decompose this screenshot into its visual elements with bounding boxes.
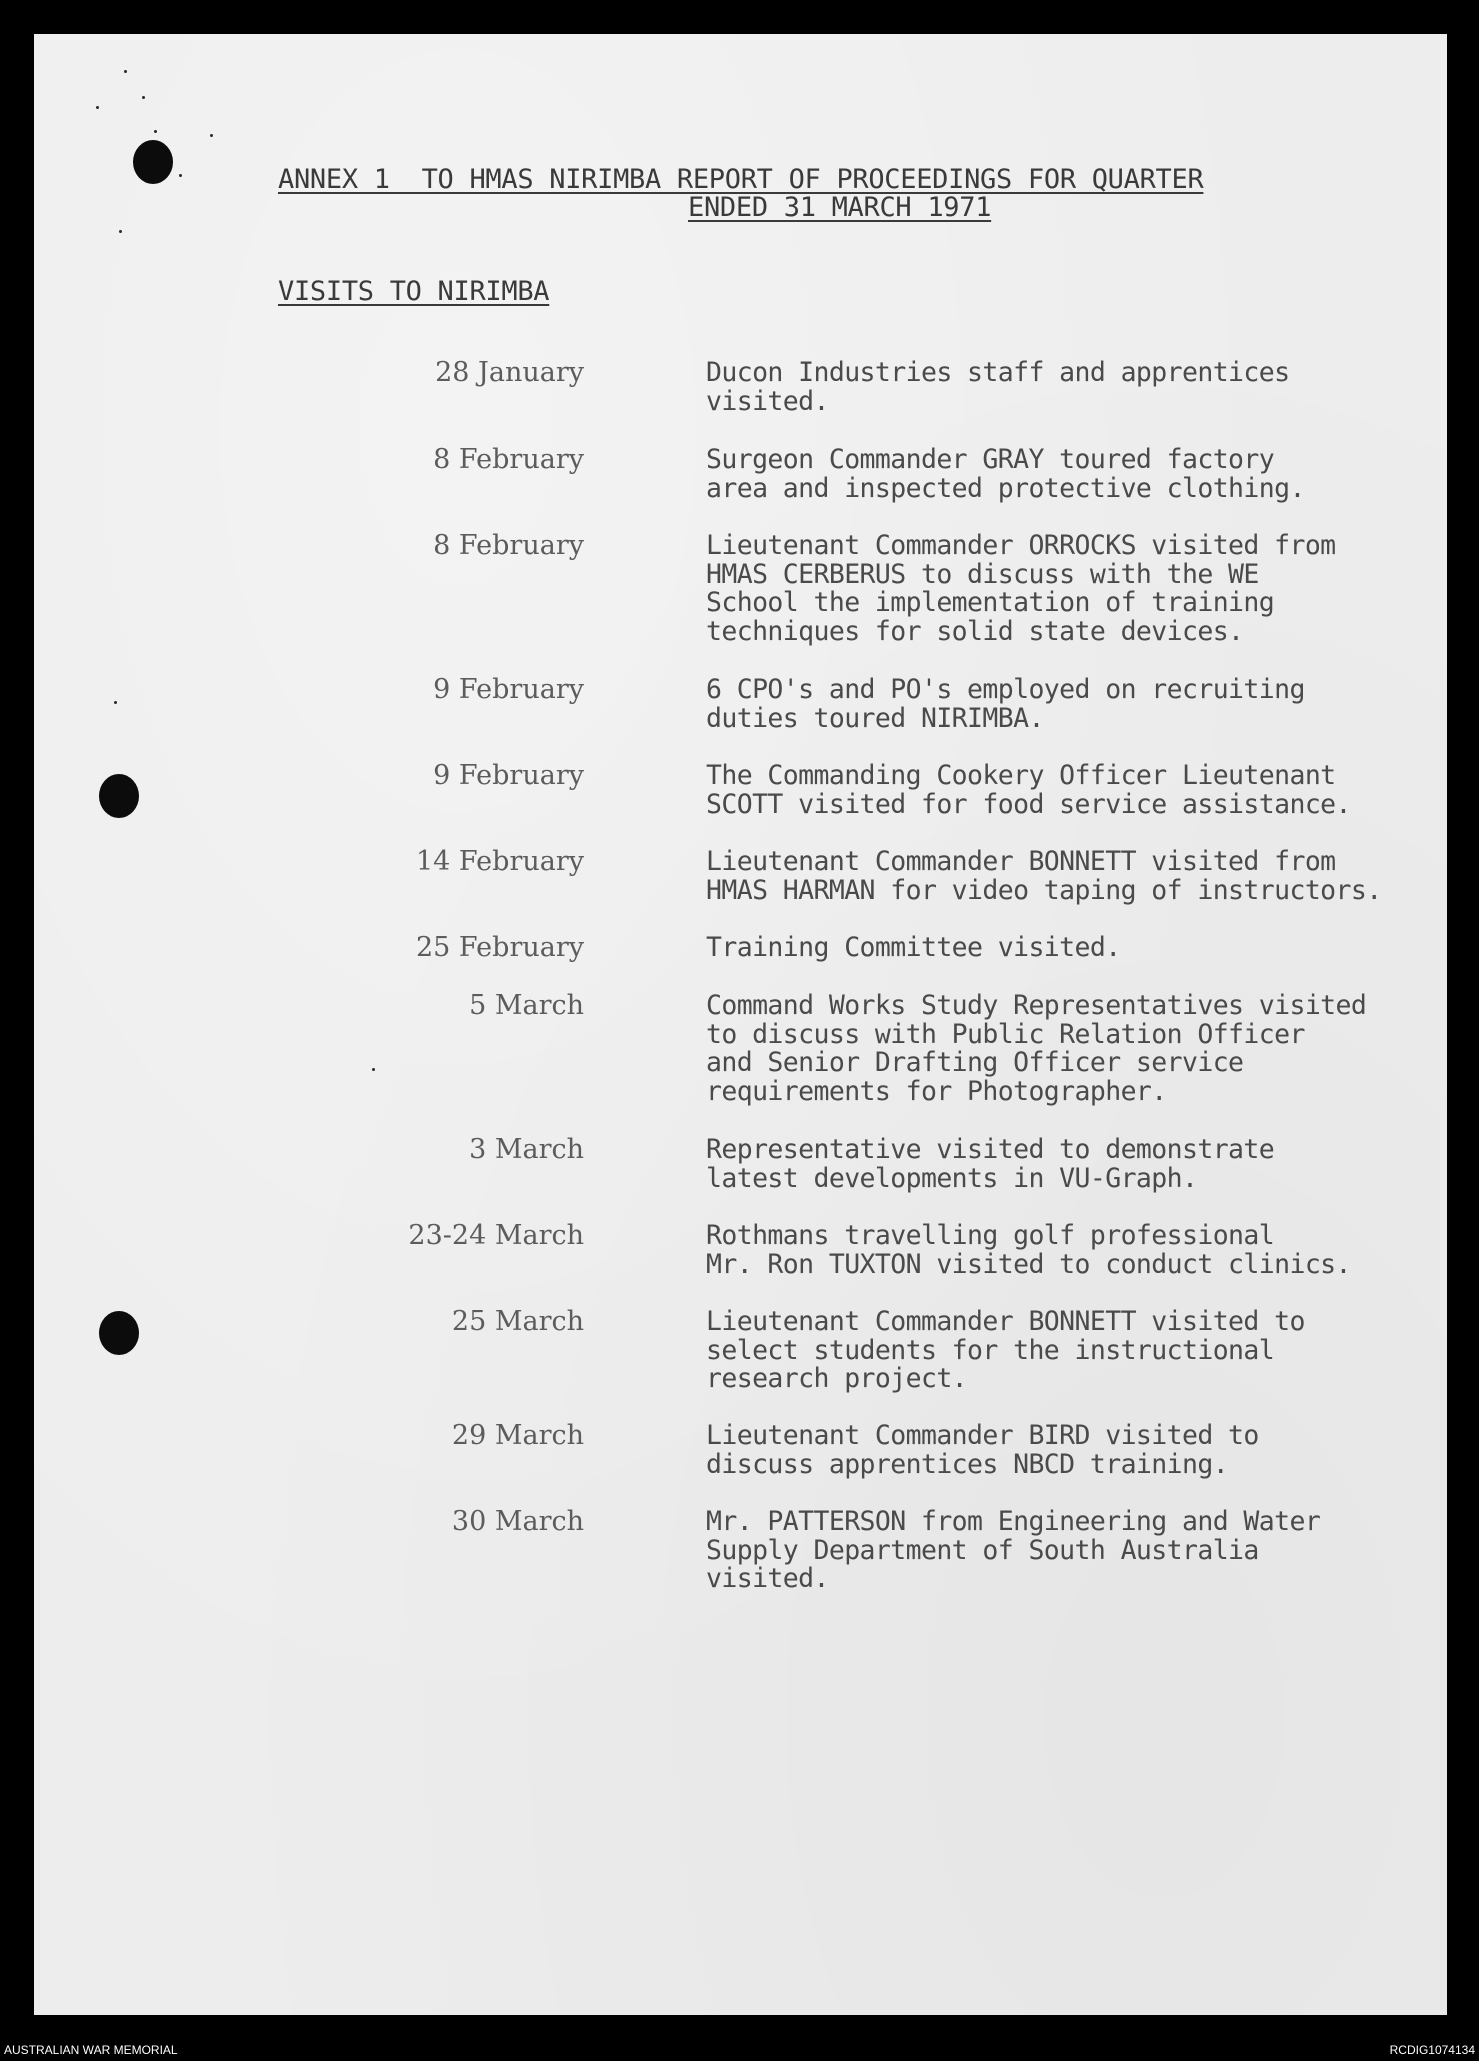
visit-date: 25 March (451, 1306, 584, 1337)
visit-date: 9 February (433, 674, 584, 705)
speck (210, 134, 213, 137)
visit-description-line: and Senior Drafting Officer service (706, 1047, 1244, 1079)
visit-description-line: Command Works Study Representatives visited (706, 990, 1367, 1021)
visit-date: 23-24 March (408, 1220, 584, 1251)
visit-description (706, 359, 1466, 416)
visit-description-line: Lieutenant Commander BIRD visited to (706, 1420, 1259, 1451)
visit-description (706, 1508, 1466, 1594)
visit-description (706, 762, 1466, 819)
footer-credit: AUSTRALIAN WAR MEMORIAL (4, 2043, 178, 2057)
visit-description-line: Training Committee visited. (706, 932, 1121, 963)
visit-description-line: Surgeon Commander GRAY toured factory (706, 444, 1275, 475)
visit-date: 30 March (451, 1506, 584, 1537)
visit-description-line: area and inspected protective clothing. (706, 472, 1305, 504)
speck (142, 96, 145, 99)
visit-description-line: Lieutenant Commander BONNETT visited to (706, 1306, 1305, 1337)
visit-description-line: duties toured NIRIMBA. (706, 702, 1044, 734)
visit-description-line: Lieutenant Commander BONNETT visited from (706, 846, 1336, 877)
visit-description-line: The Commanding Cookery Officer Lieutenant (706, 760, 1336, 791)
visit-date: 28 January (435, 357, 584, 388)
visit-description (706, 532, 1466, 647)
footer (0, 2037, 1479, 2061)
speck (372, 1068, 375, 1071)
visit-description (706, 1222, 1466, 1279)
visit-description (706, 676, 1466, 733)
visit-description (706, 1422, 1466, 1479)
visit-description-line: HMAS HARMAN for video taping of instructors. (706, 874, 1382, 906)
punch-hole (99, 1311, 139, 1355)
visit-description-line: research project. (706, 1363, 968, 1395)
visit-date: 14 February (415, 846, 584, 877)
section-heading: VISITS TO NIRIMBA (278, 276, 550, 307)
visit-date: 25 February (415, 932, 584, 963)
visit-description-line: Mr. PATTERSON from Engineering and Water (706, 1506, 1321, 1537)
visit-date: 3 March (469, 1134, 584, 1165)
visit-description (706, 1136, 1466, 1193)
annex-title-line-1: ANNEX 1 TO HMAS NIRIMBA REPORT OF PROCEEDINGS FOR QUARTER (278, 164, 1204, 195)
visit-date: 5 March (469, 990, 584, 1021)
document-page (34, 34, 1447, 2015)
punch-hole (99, 774, 139, 818)
visit-description-line: Lieutenant Commander ORROCKS visited from (706, 530, 1336, 561)
visit-description-line: visited. (706, 1563, 829, 1595)
visit-date: 9 February (433, 760, 584, 791)
visit-description (706, 446, 1466, 503)
visit-date: 8 February (433, 444, 584, 475)
visit-description (706, 992, 1466, 1107)
visit-description (706, 1308, 1466, 1394)
visit-description-line: visited. (706, 385, 829, 417)
speck (154, 130, 157, 133)
visit-description-line: Mr. Ron TUXTON visited to conduct clinics. (706, 1248, 1351, 1280)
visit-description (706, 848, 1466, 905)
speck (114, 701, 117, 704)
visit-description-line: 6 CPO's and PO's employed on recruiting (706, 674, 1305, 705)
speck (119, 230, 122, 233)
visit-description-line: to discuss with Public Relation Officer (706, 1018, 1305, 1050)
punch-hole (133, 140, 173, 184)
visit-description (706, 934, 1466, 963)
visit-description-line: SCOTT visited for food service assistance. (706, 788, 1351, 820)
annex-title-line-2: ENDED 31 MARCH 1971 (688, 192, 992, 223)
visit-date: 8 February (433, 530, 584, 561)
speck (124, 70, 127, 73)
visit-date: 29 March (451, 1420, 584, 1451)
visit-description-line: HMAS CERBERUS to discuss with the WE (706, 558, 1259, 590)
speck (179, 174, 182, 177)
visit-description-line: School the implementation of training (706, 587, 1275, 619)
visit-description-line: select students for the instructional (706, 1334, 1275, 1366)
visit-description-line: discuss apprentices NBCD training. (706, 1448, 1229, 1480)
footer-id: RCDIG1074134 (1389, 2043, 1475, 2057)
visit-description-line: Supply Department of South Australia (706, 1534, 1259, 1566)
speck (96, 106, 99, 109)
visit-description-line: Ducon Industries staff and apprentices (706, 357, 1290, 388)
visit-description-line: techniques for solid state devices. (706, 616, 1244, 648)
visit-description-line: Rothmans travelling golf professional (706, 1220, 1275, 1251)
visit-description-line: requirements for Photographer. (706, 1076, 1167, 1108)
visit-description-line: latest developments in VU-Graph. (706, 1162, 1198, 1194)
visit-description-line: Representative visited to demonstrate (706, 1134, 1275, 1165)
